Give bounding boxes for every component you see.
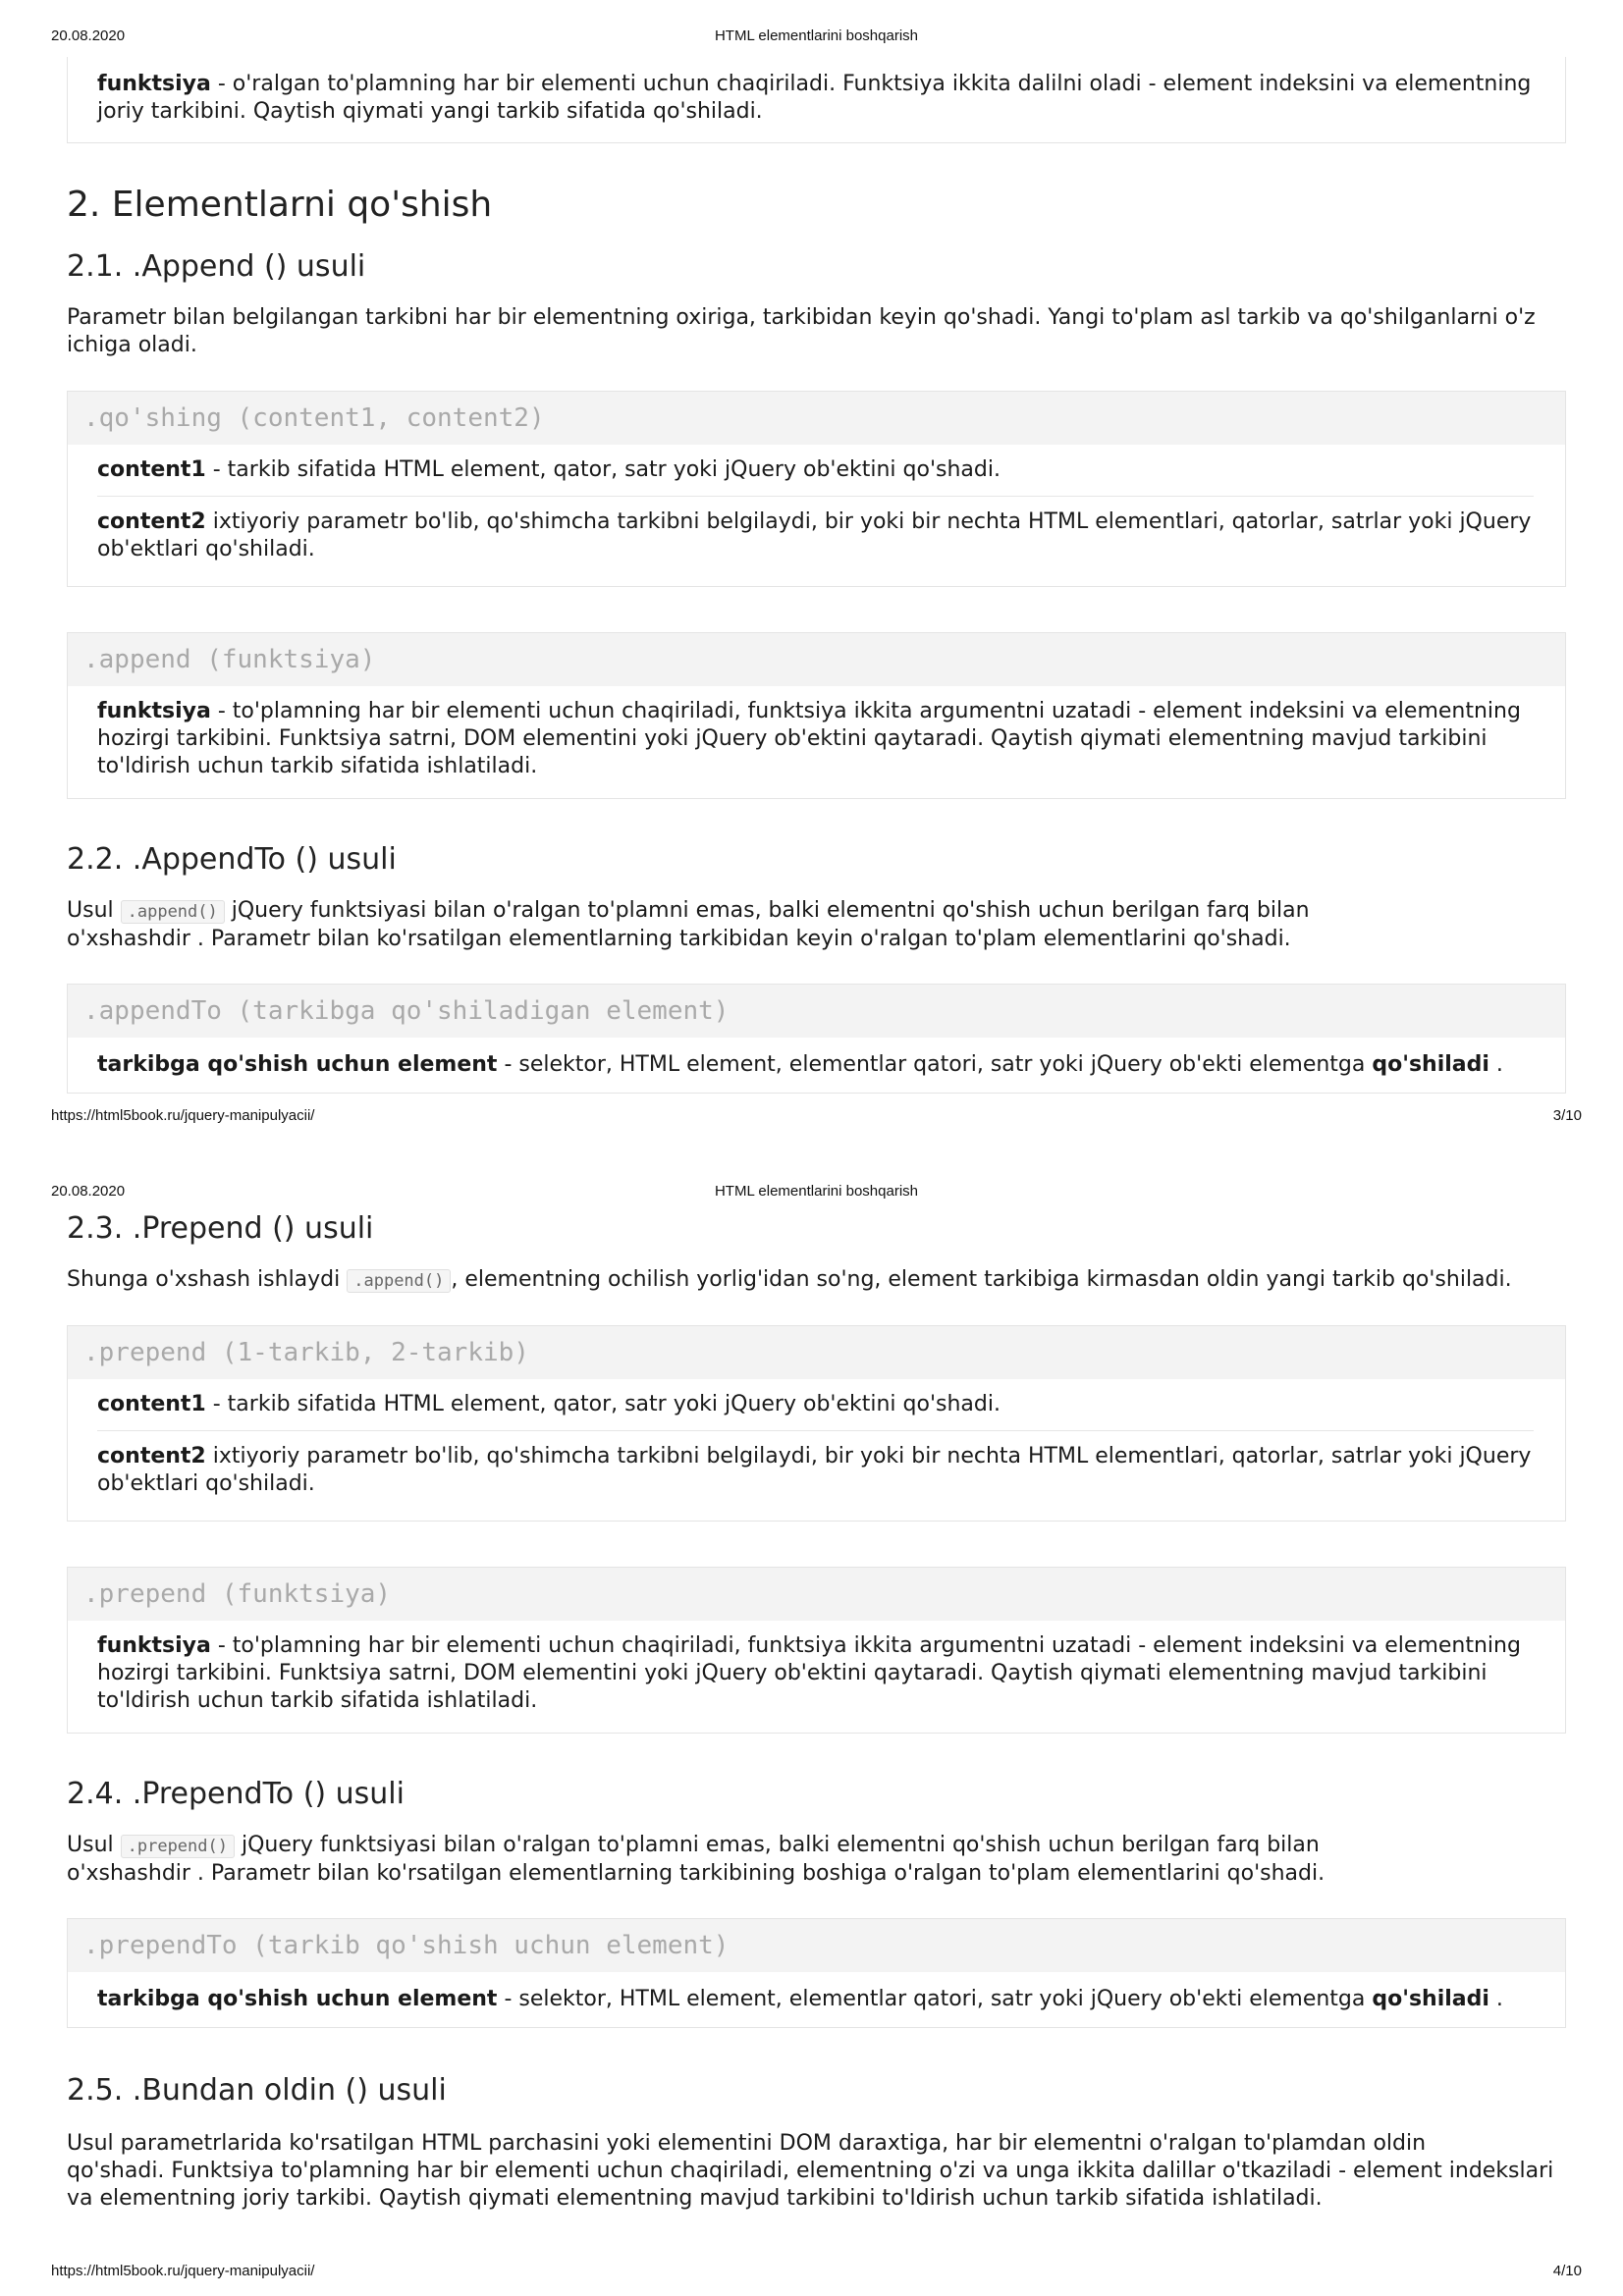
paragraph-line: Usul parametrlarida ko'rsatilgan HTML parchasini yoki elementini DOM daraxtiga, har bir elementni o'ralgan to'plamdan oldin: [67, 2131, 1427, 2156]
paragraph-append: [67, 304, 1566, 359]
method-signature: .append (funktsiya): [68, 633, 1565, 686]
inline-code: .prepend(): [121, 1835, 235, 1858]
param-term: funktsiya: [97, 1633, 211, 1658]
param-text: - selektor, HTML element, elementlar qatori, satr yoki jQuery ob'ekti elementga: [497, 1987, 1373, 2011]
page-number: 3/10: [1552, 1107, 1582, 1124]
signature-block-prepend-function: [67, 1567, 1566, 1734]
method-signature: .prependTo (tarkib qo'shish uchun element): [68, 1919, 1565, 1972]
param-text: .: [1488, 1052, 1503, 1077]
subsection-heading-before: 2.5. .Bundan oldin () usuli: [67, 2073, 447, 2108]
param-text-cont: to'ldirish uchun tarkib sifatida ishlatiladi.: [97, 1688, 538, 1713]
paragraph-text: Shunga o'xshash ishlaydi: [67, 1267, 348, 1292]
subsection-heading-appendto: 2.2. .AppendTo () usuli: [67, 842, 397, 877]
param-text: - o'ralgan to'plamning har bir elementi uchun chaqiriladi. Funktsiya ikkita dalilni oladi - element indeksini va elementning: [210, 72, 1532, 96]
funktsiya-description-block: [67, 57, 1566, 143]
print-title: HTML elementlarini boshqarish: [714, 1183, 919, 1200]
paragraph-appendto: [67, 897, 1566, 953]
param-text: - tarkib sifatida HTML element, qator, satr yoki jQuery ob'ektini qo'shadi.: [205, 1392, 1001, 1416]
method-signature: .prepend (1-tarkib, 2-tarkib): [68, 1326, 1565, 1379]
param-text: - to'plamning har bir elementi uchun chaqiriladi, funktsiya ikkita argumentni uzatadi - element indeksini va elementning: [210, 1633, 1521, 1658]
param-text: ixtiyoriy parametr bo'lib, qo'shimcha tarkibni belgilaydi, bir yoki bir nechta HTML elementlari, qatorlar, satrlar yoki jQuery: [205, 509, 1532, 534]
paragraph-text: jQuery funktsiyasi bilan o'ralgan to'plamni emas, balki elementni qo'shish uchun berilgan farq bilan: [234, 1833, 1320, 1857]
param-term: funktsiya: [97, 699, 211, 723]
param-term: qo'shiladi: [1372, 1052, 1489, 1077]
method-signature: .appendTo (tarkibga qo'shiladigan element): [68, 985, 1565, 1038]
paragraph-line: Parametr bilan belgilangan tarkibni har bir elementning oxiriga, tarkibidan keyin qo'shadi. Yangi to'plam asl tarkib va qo'shilganlarni o'z: [67, 305, 1536, 330]
param-term: tarkibga qo'shish uchun element: [97, 1052, 498, 1077]
param-text-cont: to'ldirish uchun tarkib sifatida ishlatiladi.: [97, 754, 538, 778]
paragraph-text: Usul: [67, 898, 121, 923]
param-term: qo'shiladi: [1372, 1987, 1489, 2011]
print-date: 20.08.2020: [51, 1183, 126, 1200]
paragraph-line: qo'shadi. Funktsiya to'plamning har bir elementi uchun chaqiriladi, elementning o'zi va unga ikkita dalillar o'tkaziladi - element indekslari: [67, 2159, 1554, 2183]
param-text: - to'plamning har bir elementi uchun chaqiriladi, funktsiya ikkita argumentni uzatadi - element indeksini va elementning: [210, 699, 1521, 723]
param-text-cont: joriy tarkibini. Qaytish qiymati yangi tarkib sifatida qo'shiladi.: [97, 99, 763, 124]
param-text-cont: hozirgi tarkibini. Funktsiya satrni, DOM elementini yoki jQuery ob'ektini qaytaradi. Qaytish qiymati elementning mavjud tarkibini: [97, 1661, 1488, 1685]
param-text: - selektor, HTML element, elementlar qatori, satr yoki jQuery ob'ekti elementga: [497, 1052, 1373, 1077]
param-text-cont: hozirgi tarkibini. Funktsiya satrni, DOM elementini yoki jQuery ob'ektini qaytaradi. Qaytish qiymati elementning mavjud tarkibini: [97, 726, 1488, 751]
paragraph-before: [67, 2130, 1566, 2213]
signature-block-append-function: [67, 632, 1566, 799]
paragraph-line: ichiga oladi.: [67, 333, 197, 357]
paragraph-line: o'xshashdir . Parametr bilan ko'rsatilgan elementlarning tarkibining boshiga o'ralgan to'plam elementlarini qo'shadi.: [67, 1861, 1325, 1886]
paragraph-line: va elementning joriy tarkibi. Qaytish qiymati elementning mavjud tarkibini to'ldirish uchun tarkib sifatida ishlatiladi.: [67, 2186, 1323, 2211]
print-url: https://html5book.ru/jquery-manipulyacii/: [51, 2263, 315, 2279]
subsection-heading-prependto: 2.4. .PrependTo () usuli: [67, 1777, 405, 1811]
subsection-heading-prepend: 2.3. .Prepend () usuli: [67, 1211, 374, 1246]
param-term: content1: [97, 457, 206, 482]
param-text-cont: ob'ektlari qo'shiladi.: [97, 537, 315, 561]
signature-block-append-content: [67, 391, 1566, 587]
param-term: content2: [97, 509, 206, 534]
paragraph-text: jQuery funktsiyasi bilan o'ralgan to'plamni emas, balki elementni qo'shish uchun berilgan farq bilan: [224, 898, 1310, 923]
section-heading: 2. Elementlarni qo'shish: [67, 185, 493, 225]
subsection-heading-append: 2.1. .Append () usuli: [67, 249, 366, 284]
param-term: funktsiya: [97, 72, 211, 96]
signature-block-prepend-content: [67, 1325, 1566, 1522]
param-term: tarkibga qo'shish uchun element: [97, 1987, 498, 2011]
param-text-cont: ob'ektlari qo'shiladi.: [97, 1471, 315, 1496]
param-text: - tarkib sifatida HTML element, qator, satr yoki jQuery ob'ektini qo'shadi.: [205, 457, 1001, 482]
param-text: ixtiyoriy parametr bo'lib, qo'shimcha tarkibni belgilaydi, bir yoki bir nechta HTML elementlari, qatorlar, satrlar yoki jQuery: [205, 1444, 1532, 1468]
paragraph-text: Usul: [67, 1833, 121, 1857]
method-signature: .qo'shing (content1, content2): [68, 392, 1565, 445]
paragraph-prependto: [67, 1832, 1566, 1888]
param-text: .: [1488, 1987, 1503, 2011]
param-term: content2: [97, 1444, 206, 1468]
print-title: HTML elementlarini boshqarish: [714, 27, 919, 44]
paragraph-text: , elementning ochilish yorlig'idan so'ng, element tarkibiga kirmasdan oldin yangi tarkib qo'shiladi.: [451, 1267, 1512, 1292]
paragraph-prepend: [67, 1266, 1566, 1295]
inline-code: .append(): [121, 900, 225, 924]
signature-block-appendto: [67, 984, 1566, 1094]
paragraph-line: o'xshashdir . Parametr bilan ko'rsatilgan elementlarning tarkibidan keyin o'ralgan to'plam elementlarini qo'shadi.: [67, 927, 1291, 951]
param-term: content1: [97, 1392, 206, 1416]
method-signature: .prepend (funktsiya): [68, 1568, 1565, 1621]
signature-block-prependto: [67, 1918, 1566, 2028]
print-url: https://html5book.ru/jquery-manipulyacii/: [51, 1107, 315, 1124]
print-date: 20.08.2020: [51, 27, 126, 44]
inline-code: .append(): [347, 1269, 451, 1293]
page-number: 4/10: [1552, 2263, 1582, 2279]
